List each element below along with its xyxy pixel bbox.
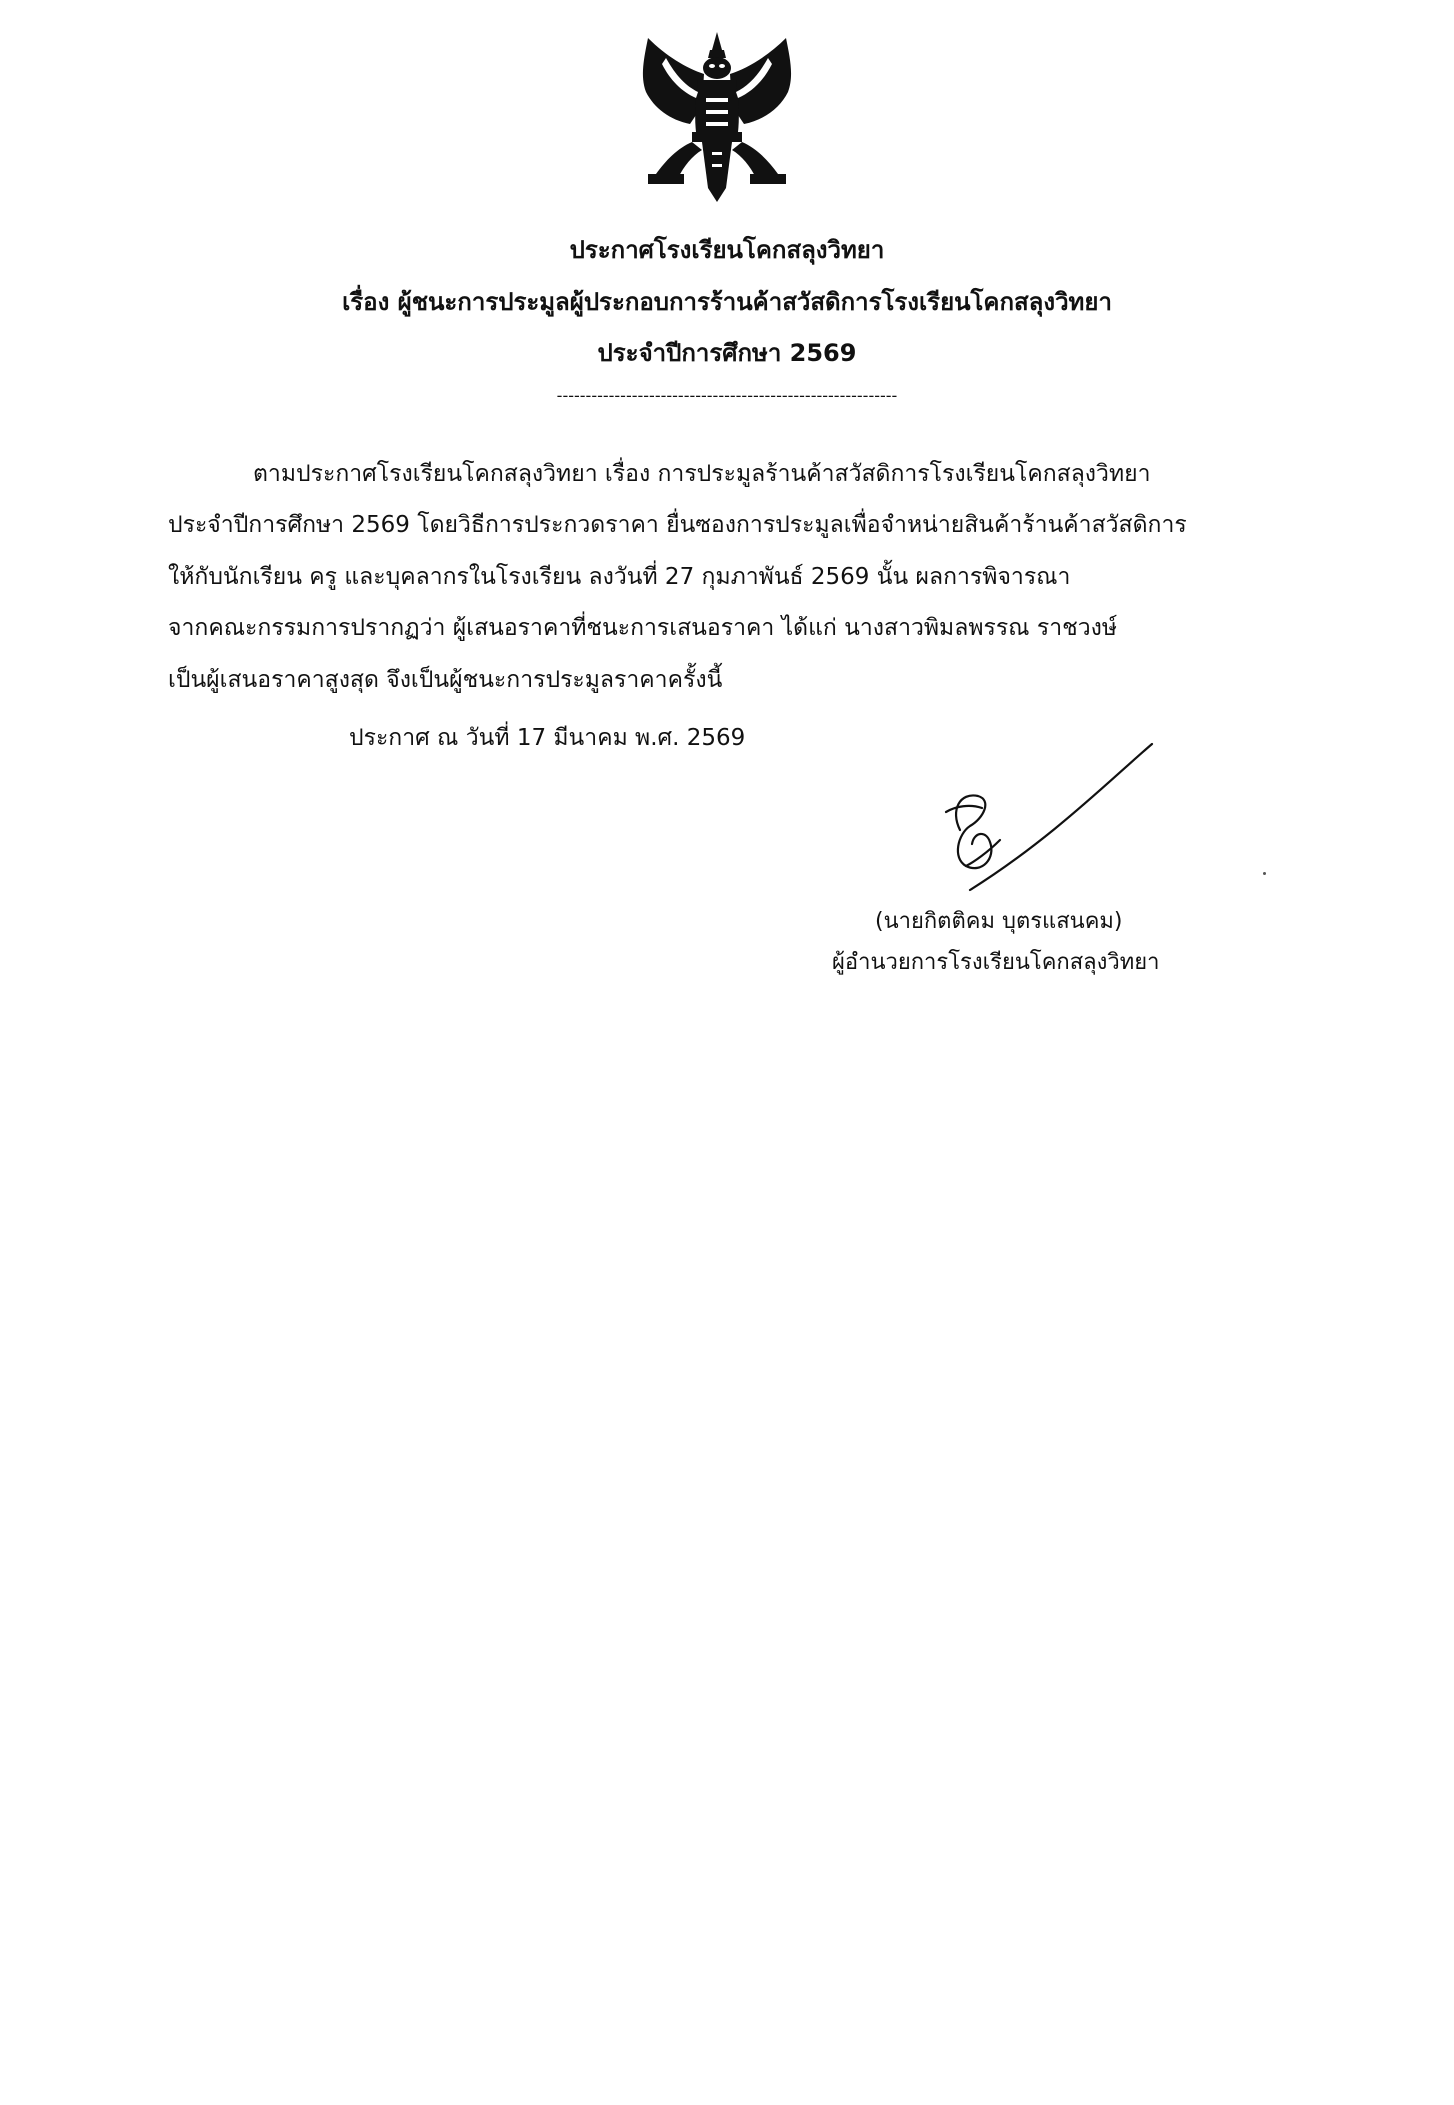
announcement-subject: เรื่อง ผู้ชนะการประมูลผู้ประกอบการร้านค้าสวัสดิการโรงเรียนโคกสลุงวิทยา bbox=[342, 288, 1112, 316]
heading-divider: ----------------------------------------------------------- bbox=[556, 386, 898, 405]
body-paragraph-line-2: ประจำปีการศึกษา 2569 โดยวิธีการประกวดราคา ยื่นซองการประมูลเพื่อจำหน่ายสินค้าร้านค้าสวัสดิการ bbox=[168, 512, 1187, 538]
body-paragraph-line-1: ตามประกาศโรงเรียนโคกสลุงวิทยา เรื่อง การประมูลร้านค้าสวัสดิการโรงเรียนโคกสลุงวิทยา bbox=[253, 461, 1151, 487]
scan-speck bbox=[1263, 872, 1266, 875]
body-paragraph-line-5: เป็นผู้เสนอราคาสูงสุด จึงเป็นผู้ชนะการประมูลราคาครั้งนี้ bbox=[168, 667, 723, 693]
handwritten-signature bbox=[930, 740, 1160, 900]
signatory-title: ผู้อำนวยการโรงเรียนโคกสลุงวิทยา bbox=[832, 950, 1160, 975]
academic-year: ประจำปีการศึกษา 2569 bbox=[597, 339, 857, 367]
garuda-emblem-icon bbox=[626, 28, 808, 206]
body-paragraph-line-4: จากคณะกรรมการปรากฏว่า ผู้เสนอราคาที่ชนะการเสนอราคา ได้แก่ นางสาวพิมลพรรณ ราชวงษ์ bbox=[168, 615, 1118, 641]
body-paragraph-line-3: ให้กับนักเรียน ครู และบุคลากรในโรงเรียน ลงวันที่ 27 กุมภาพันธ์ 2569 นั้น ผลการพิจารณา bbox=[168, 564, 1071, 590]
announcement-date: ประกาศ ณ วันที่ 17 มีนาคม พ.ศ. 2569 bbox=[349, 725, 746, 751]
announcement-title: ประกาศโรงเรียนโคกสลุงวิทยา bbox=[569, 236, 885, 264]
signatory-name: (นายกิตติคม บุตรแสนคม) bbox=[875, 909, 1123, 934]
